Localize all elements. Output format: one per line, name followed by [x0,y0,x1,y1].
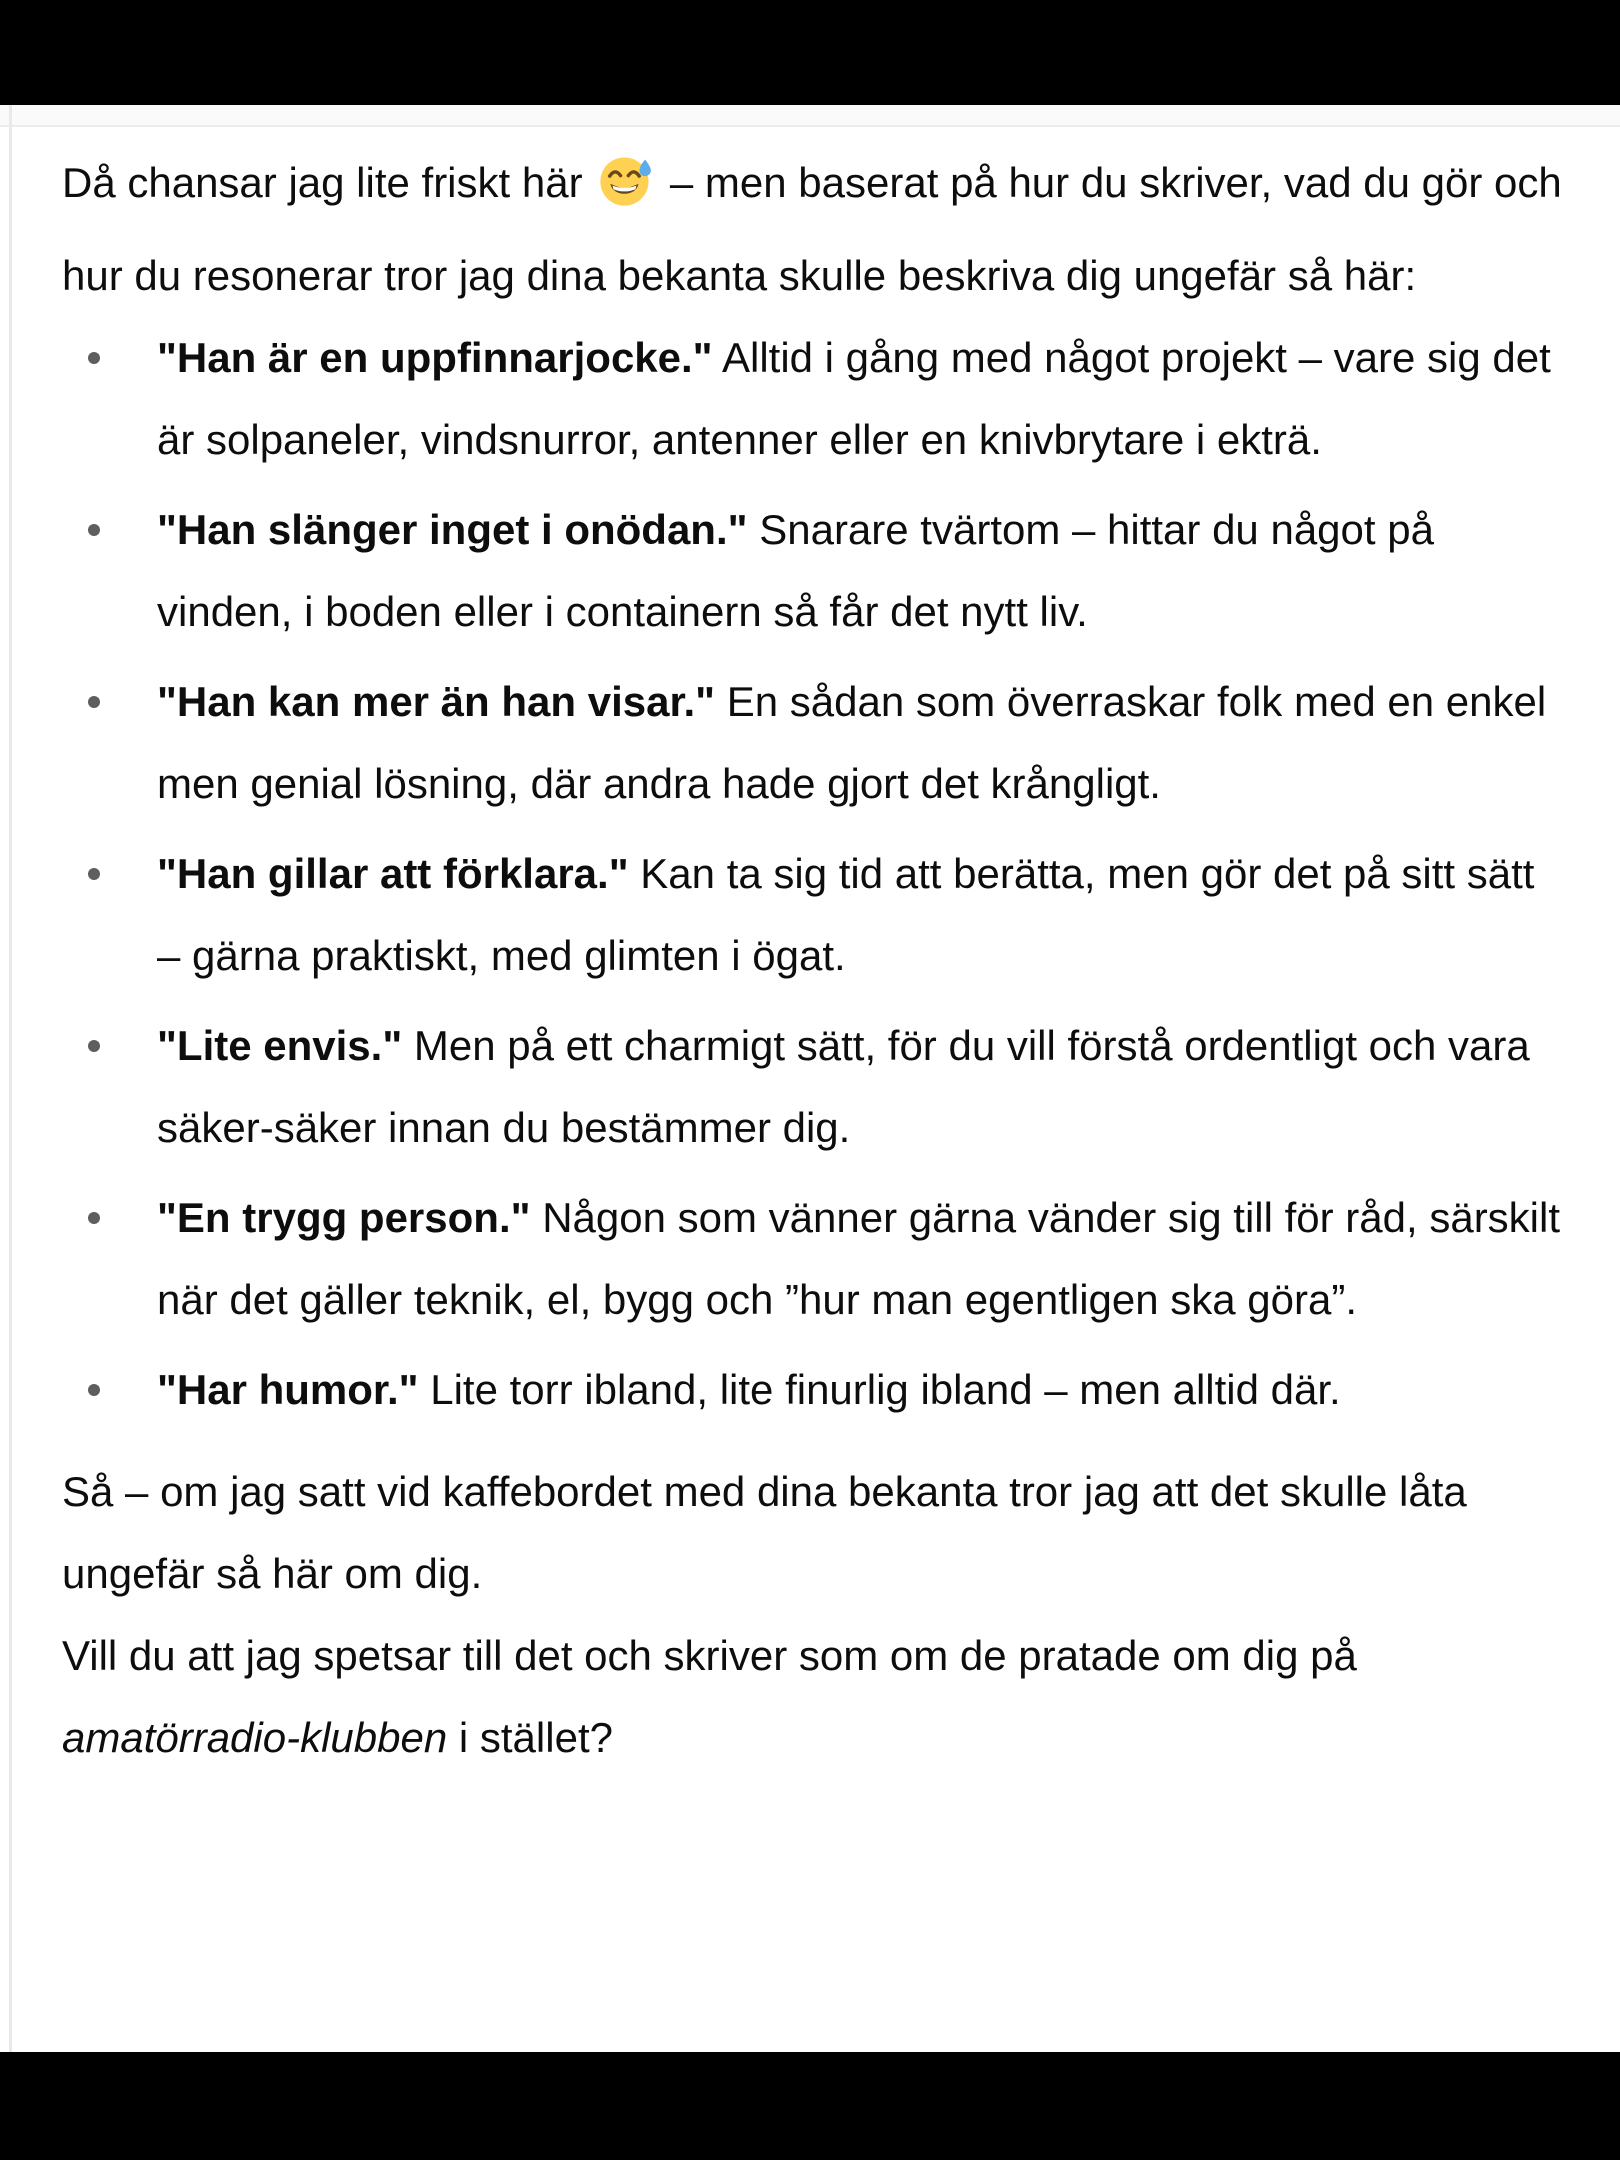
bullet-lead: "Har humor." [157,1366,419,1413]
closing-paragraph: Så – om jag satt vid kaffebordet med dina bekanta tror jag att det skulle låta ungefär så här om dig. [62,1468,1467,1597]
bullet-lead: "Lite envis." [157,1022,403,1069]
list-item [62,1177,1562,1341]
bullet-icon [88,1040,100,1052]
bullet-text: Men på ett charmigt sätt, för du vill förstå ordentligt och vara säker-säker innan du bestämmer dig. [157,1022,1530,1151]
bullet-icon [88,524,100,536]
grinning-face-with-sweat-emoji [598,152,654,235]
bullet-icon [88,1212,100,1224]
bullet-lead: "En trygg person." [157,1194,531,1241]
question-italic-text: amatörradio-klubben [62,1714,448,1761]
question-text-after-italic: i stället? [458,1714,613,1761]
letterbox-bottom [0,2052,1620,2160]
bullet-lead: "Han kan mer än han visar." [157,678,716,725]
bullet-icon [88,1384,100,1396]
list-item [62,833,1562,997]
bullet-list [62,317,1562,1431]
bullet-lead: "Han gillar att förklara." [157,850,629,897]
bullet-icon [88,696,100,708]
list-item [62,1349,1562,1431]
list-item [62,661,1562,825]
list-item [62,317,1562,481]
bullet-icon [88,868,100,880]
bullet-text: Kan ta sig tid att berätta, men gör det på sitt sätt – gärna praktiskt, med glimten i ögat. [157,850,1535,979]
intro-text-after-emoji: – men baserat på hur du skriver, vad du gör och hur du resonerar tror jag dina bekanta skulle beskriva dig ungefär så här: [62,159,1562,299]
letterbox-top [0,0,1620,105]
content-left-border [9,105,12,2052]
assistant-message [0,128,1620,1779]
list-item [62,489,1562,653]
bullet-text: Lite torr ibland, lite finurlig ibland – men alltid där. [430,1366,1341,1413]
bullet-text: Snarare tvärtom – hittar du något på vinden, i boden eller i containern så får det nytt liv. [157,506,1434,635]
bullet-text: Alltid i gång med något projekt – vare sig det är solpaneler, vindsnurror, antenner eller en knivbrytare i ekträ. [157,334,1551,463]
bullet-text: En sådan som överraskar folk med en enkel men genial lösning, där andra hade gjort det krångligt. [157,678,1547,807]
question-paragraph [62,1615,1562,1779]
page-top-strip [0,105,1620,127]
bullet-text: Någon som vänner gärna vänder sig till för råd, särskilt när det gäller teknik, el, bygg och ”hur man egentligen ska göra”. [157,1194,1561,1323]
bullet-lead: "Han är en uppfinnarjocke." [157,334,713,381]
bullet-lead: "Han slänger inget i onödan." [157,506,748,553]
bullet-icon [88,352,100,364]
intro-paragraph [62,142,1562,317]
intro-text-before-emoji: Då chansar jag lite friskt här [62,159,583,206]
list-item [62,1005,1562,1169]
question-text-before-italic: Vill du att jag spetsar till det och skriver som om de pratade om dig på [62,1632,1357,1679]
